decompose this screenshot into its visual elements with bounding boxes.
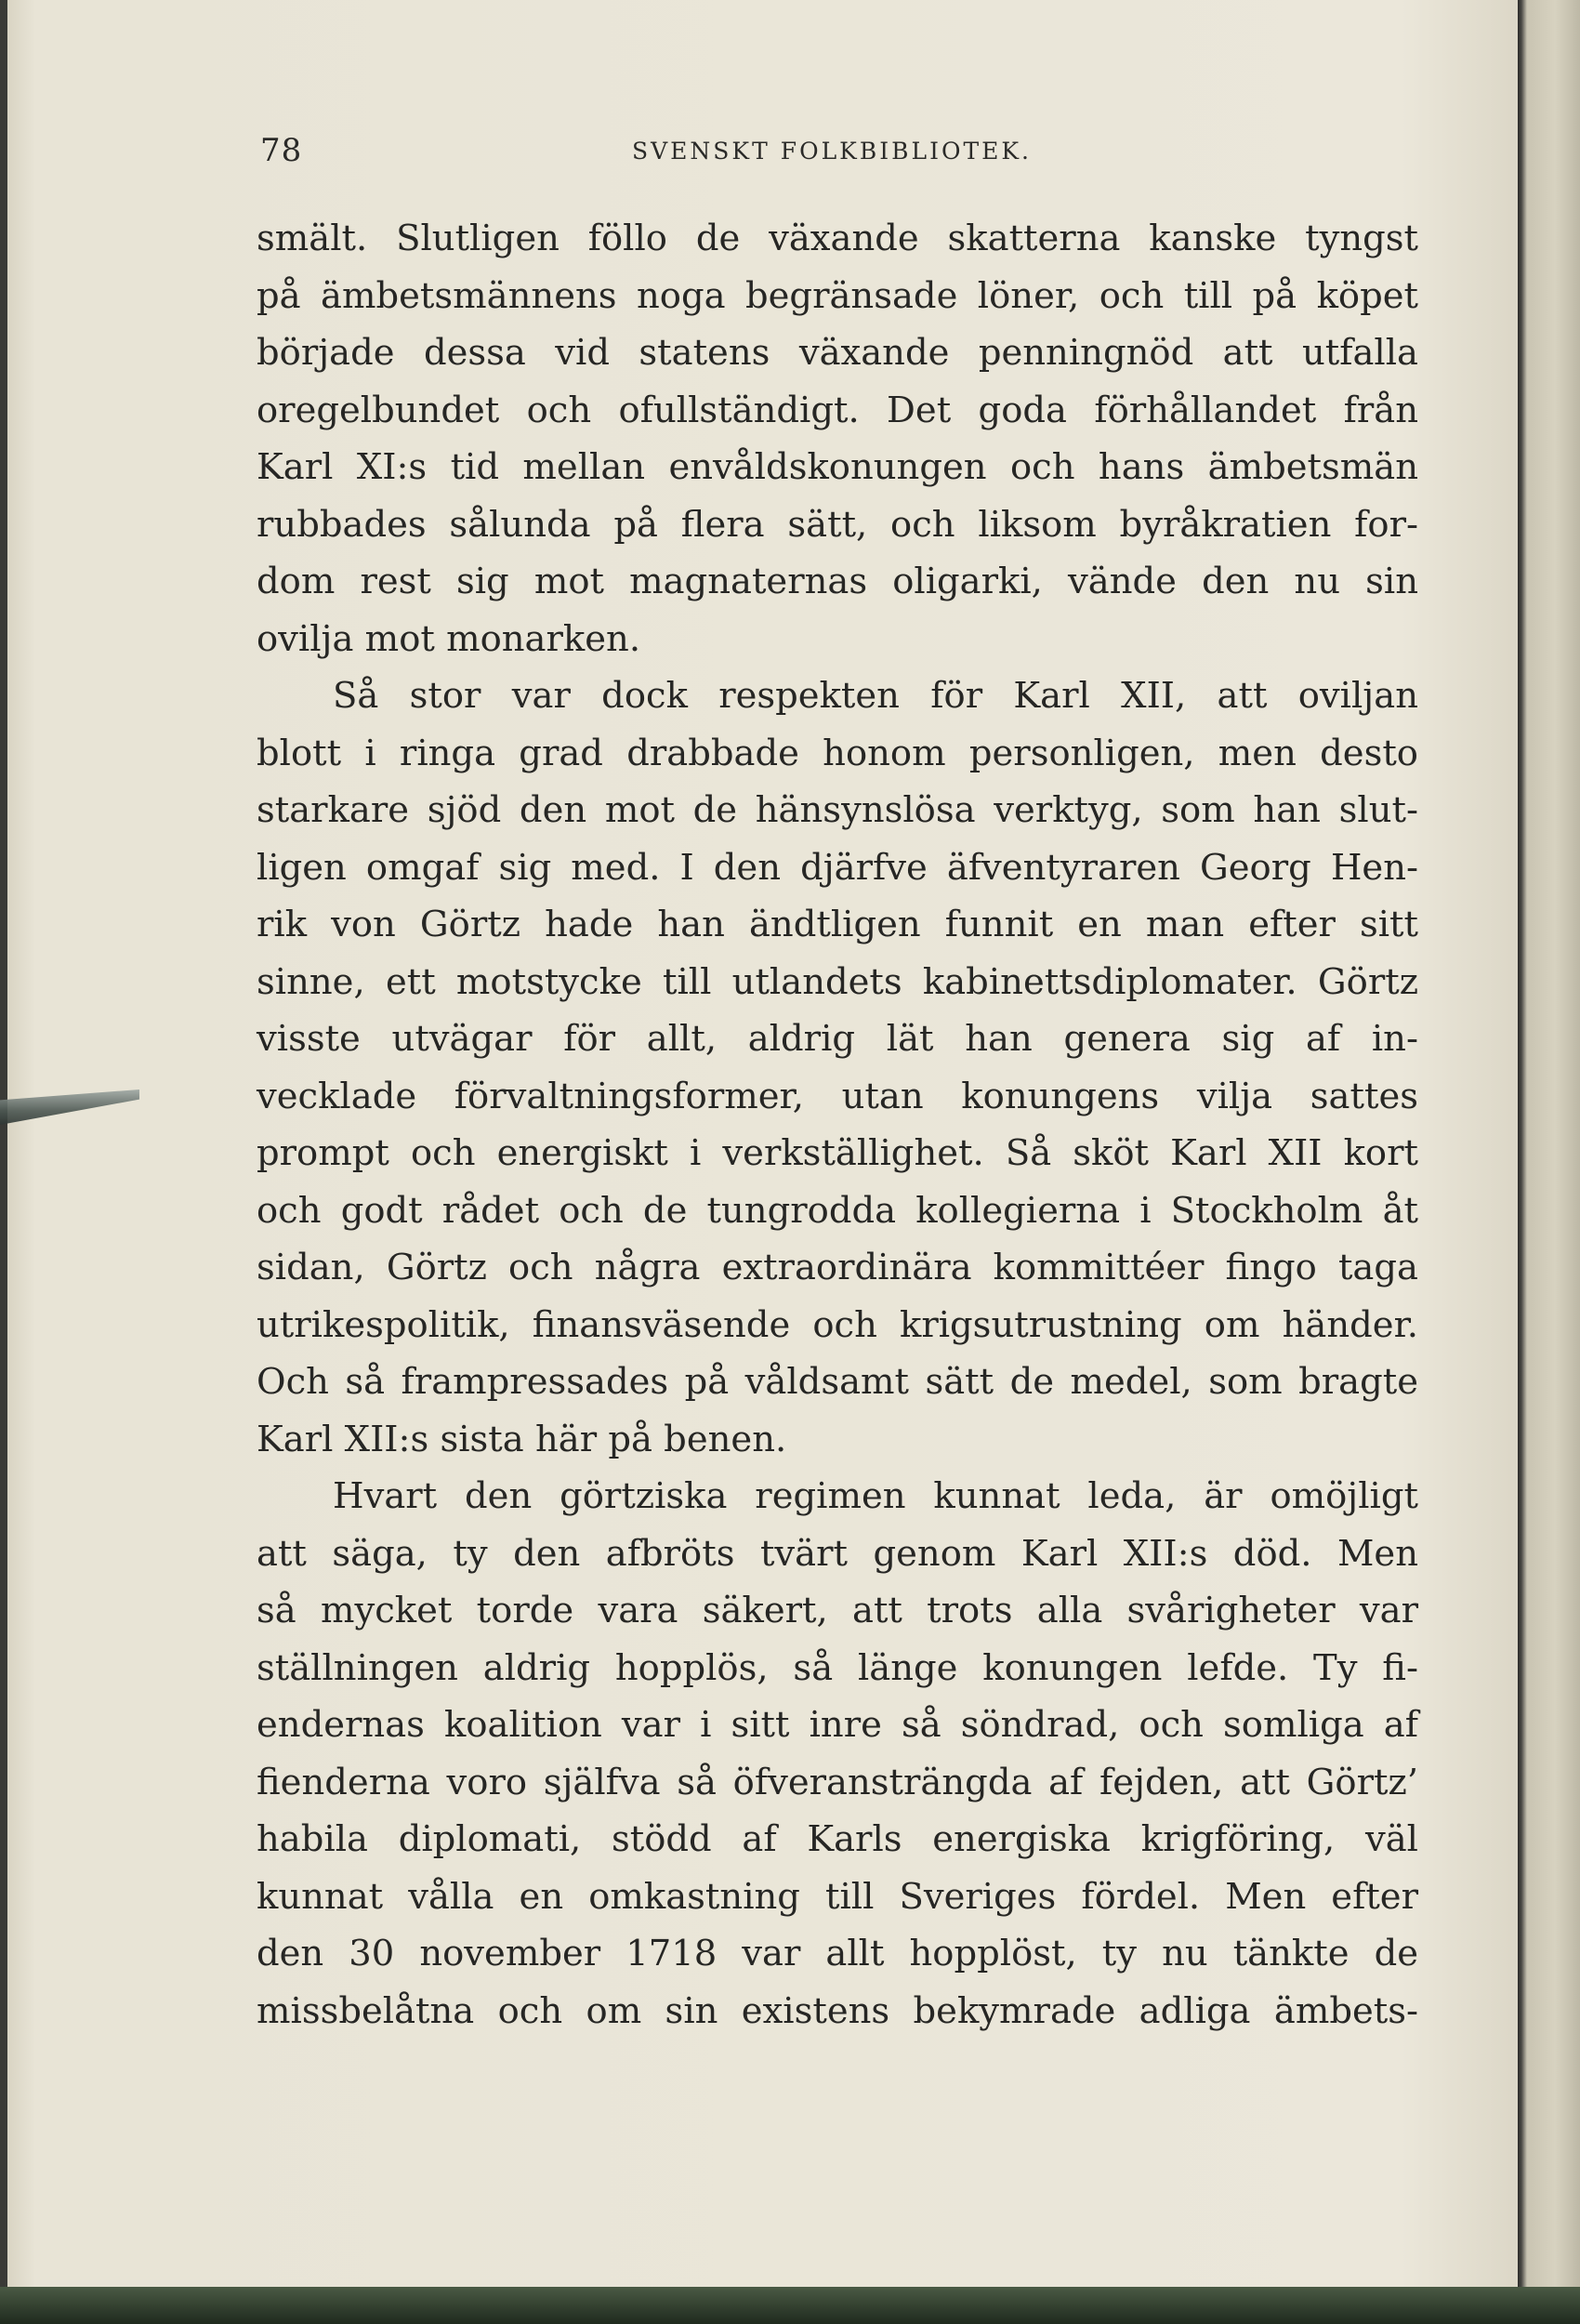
text-line: ligen omgaf sig med. I den djärfve äfventyraren Georg Hen- — [257, 846, 1418, 889]
running-title: SVENSKT FOLKBIBLIOTEK. — [632, 138, 1032, 165]
text-line: ställningen aldrig hopplös, så länge konungen lefde. Ty fi- — [257, 1646, 1418, 1689]
page-number: 78 — [260, 132, 303, 169]
paragraph-3 — [257, 1468, 1418, 2040]
text-line: att säga, ty den afbröts tvärt genom Karl XII:s död. Men — [257, 1532, 1418, 1575]
text-line: sinne, ett motstycke till utlandets kabinettsdiplomater. Görtz — [257, 960, 1418, 1003]
text-line: kunnat vålla en omkastning till Sveriges fördel. Men efter — [257, 1875, 1418, 1918]
page-edges — [1518, 0, 1580, 2289]
text-line: oregelbundet och ofullständigt. Det goda förhållandet från — [257, 389, 1418, 431]
book-binding — [0, 2287, 1580, 2324]
text-line: utrikespolitik, finansväsende och krigsutrustning om händer. — [257, 1303, 1418, 1346]
page-header — [260, 132, 1422, 178]
text-line: så mycket torde vara säkert, att trots alla svårigheter var — [257, 1590, 1418, 1631]
text-line: starkare sjöd den mot de hänsynslösa verktyg, som han slut- — [257, 789, 1418, 831]
text-line: smält. Slutligen föllo de växande skatterna kanske tyngst — [257, 218, 1418, 259]
text-line: visste utvägar för allt, aldrig lät han genera sig af in- — [257, 1018, 1418, 1060]
paragraph-1 — [257, 210, 1418, 667]
text-line: vecklade förvaltningsformer, utan konungens vilja sattes — [257, 1075, 1418, 1117]
text-line: Hvart den görtziska regimen kunnat leda, är omöjligt — [333, 1475, 1418, 1517]
text-line: började dessa vid statens växande penningnöd att utfalla — [257, 332, 1418, 374]
body-text — [257, 210, 1418, 2040]
text-line: endernas koalition var i sitt inre så söndrad, och somliga af — [257, 1704, 1418, 1746]
text-line: blott i ringa grad drabbade honom personligen, men desto — [257, 732, 1418, 774]
text-line: sidan, Görtz och några extraordinära kommittéer fingo taga — [257, 1247, 1418, 1288]
text-line: fienderna voro själfva så öfveransträngda af fejden, att Görtz’ — [257, 1761, 1418, 1803]
paragraph-2 — [257, 667, 1418, 1468]
text-line: habila diplomati, stödd af Karls energiska krigföring, väl — [257, 1818, 1418, 1860]
text-line: ovilja mot monarken. — [257, 617, 641, 660]
text-line: på ämbetsmännens noga begränsade löner, och till på köpet — [257, 274, 1418, 317]
text-line: dom rest sig mot magnaternas oligarki, vände den nu sin — [257, 561, 1418, 602]
text-line: Karl XI:s tid mellan envåldskonungen och hans ämbetsmän — [257, 446, 1418, 488]
text-line: och godt rådet och de tungrodda kollegierna i Stockholm åt — [257, 1189, 1418, 1232]
text-line: Så stor var dock respekten för Karl XII, att oviljan — [333, 675, 1418, 717]
text-line: missbelåtna och om sin existens bekymrade adliga ämbets- — [257, 1989, 1418, 2032]
text-line: Karl XII:s sista här på benen. — [257, 1418, 787, 1460]
text-line: rubbades sålunda på flera sätt, och liksom byråkratien for- — [257, 503, 1418, 546]
text-line: Och så frampressades på våldsamt sätt de medel, som bragte — [257, 1361, 1418, 1403]
text-line: rik von Görtz hade han ändtligen funnit en man efter sitt — [257, 904, 1418, 945]
text-line: den 30 november 1718 var allt hopplöst, ty nu tänkte de — [257, 1933, 1418, 1974]
text-line: prompt och energiskt i verkställighet. Så sköt Karl XII kort — [257, 1132, 1418, 1174]
